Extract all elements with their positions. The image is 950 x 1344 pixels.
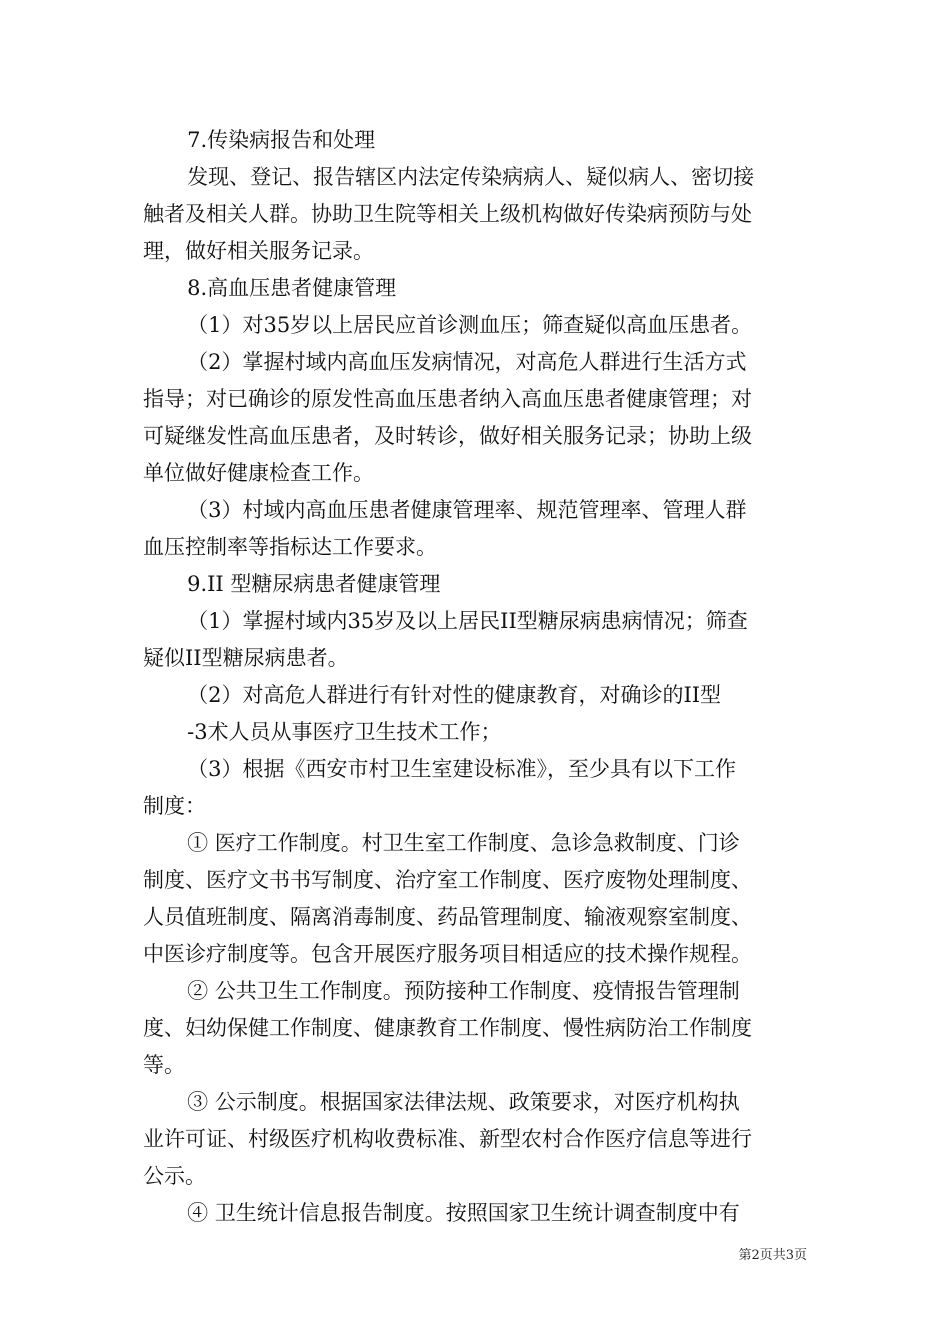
text-line: （3）根据《西安市村卫生室建设标准》，至少具有以下工作 [187, 757, 736, 781]
text-line: ④ 卫生统计信息报告制度。按照国家卫生统计调查制度中有 [187, 1201, 740, 1225]
text-line: 业许可证、村级医疗机构收费标准、新型农村合作医疗信息等进行 [143, 1127, 752, 1151]
text-line: 制度： [143, 794, 206, 818]
text-line: 公示。 [143, 1164, 206, 1188]
text-line: 7.传染病报告和处理 [187, 128, 376, 152]
text-line: 血压控制率等指标达工作要求。 [143, 535, 437, 559]
page-number: 第2页共3页 [738, 1248, 807, 1263]
text-line: 可疑继发性高血压患者，及时转诊，做好相关服务记录；协助上级 [143, 424, 752, 448]
text-line: -3术人员从事医疗卫生技术工作； [187, 720, 502, 744]
text-line: ② 公共卫生工作制度。预防接种工作制度、疫情报告管理制 [187, 979, 740, 1003]
text-line: （2）掌握村域内高血压发病情况，对高危人群进行生活方式 [187, 350, 747, 374]
text-line: 等。 [143, 1053, 185, 1077]
document-body [143, 122, 811, 1232]
text-line: 9.II 型糖尿病患者健康管理 [187, 572, 441, 596]
text-line: （1）掌握村域内35岁及以上居民II型糖尿病患病情况；筛查 [187, 609, 748, 633]
text-line: 触者及相关人群。协助卫生院等相关上级机构做好传染病预防与处 [143, 202, 752, 226]
text-line: 度、妇幼保健工作制度、健康教育工作制度、慢性病防治工作制度 [143, 1016, 752, 1040]
text-line: 制度、医疗文书书写制度、治疗室工作制度、医疗废物处理制度、 [143, 868, 752, 892]
text-line: 单位做好健康检查工作。 [143, 461, 374, 485]
text-line: ③ 公示制度。根据国家法律法规、政策要求，对医疗机构执 [187, 1090, 740, 1114]
text-line: 指导；对已确诊的原发性高血压患者纳入高血压患者健康管理；对 [143, 387, 752, 411]
text-line: 人员值班制度、隔离消毒制度、药品管理制度、输液观察室制度、 [143, 905, 752, 929]
text-line: （1）对35岁以上居民应首诊测血压；筛查疑似高血压患者。 [187, 313, 753, 337]
text-line: 发现、登记、报告辖区内法定传染病病人、疑似病人、密切接 [187, 165, 755, 189]
text-line: 8.高血压患者健康管理 [187, 276, 397, 300]
text-line: 理，做好相关服务记录。 [143, 239, 374, 263]
text-line: 疑似II型糖尿病患者。 [143, 646, 349, 670]
text-line: 中医诊疗制度等。包含开展医疗服务项目相适应的技术操作规程。 [143, 942, 752, 966]
text-line: ① 医疗工作制度。村卫生室工作制度、急诊急救制度、门诊 [187, 831, 740, 855]
text-line: （3）村域内高血压患者健康管理率、规范管理率、管理人群 [187, 498, 747, 522]
text-line: （2）对高危人群进行有针对性的健康教育，对确诊的II型 [187, 683, 722, 707]
